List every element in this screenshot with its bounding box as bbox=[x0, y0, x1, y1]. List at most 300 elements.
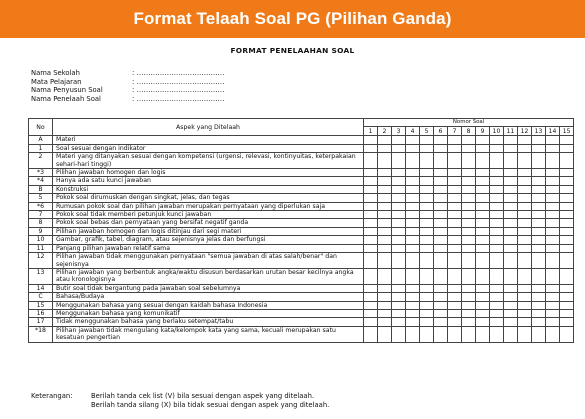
check-cell[interactable] bbox=[560, 236, 574, 244]
check-cell[interactable] bbox=[406, 169, 420, 177]
check-cell[interactable] bbox=[560, 177, 574, 185]
check-cell[interactable] bbox=[420, 284, 434, 292]
check-cell[interactable] bbox=[406, 309, 420, 317]
check-cell[interactable] bbox=[378, 244, 392, 252]
check-cell[interactable] bbox=[364, 318, 378, 326]
check-cell[interactable] bbox=[420, 194, 434, 202]
check-cell[interactable] bbox=[462, 244, 476, 252]
check-cell[interactable] bbox=[406, 253, 420, 269]
check-cell[interactable] bbox=[392, 202, 406, 210]
check-cell[interactable] bbox=[434, 153, 448, 169]
soal-number-header: 7 bbox=[448, 127, 462, 136]
check-cell[interactable] bbox=[378, 211, 392, 219]
check-cell[interactable] bbox=[392, 177, 406, 185]
check-cell[interactable] bbox=[448, 268, 462, 284]
check-cell[interactable] bbox=[518, 284, 532, 292]
check-cell[interactable] bbox=[392, 153, 406, 169]
check-cell[interactable] bbox=[434, 169, 448, 177]
check-cell[interactable] bbox=[490, 227, 504, 235]
check-cell[interactable] bbox=[364, 268, 378, 284]
check-cell[interactable] bbox=[504, 309, 518, 317]
check-cell[interactable] bbox=[532, 301, 546, 309]
check-cell[interactable] bbox=[546, 202, 560, 210]
check-cell[interactable] bbox=[490, 144, 504, 152]
check-cell[interactable] bbox=[406, 301, 420, 309]
check-cell[interactable] bbox=[518, 144, 532, 152]
check-cell[interactable] bbox=[490, 318, 504, 326]
check-cell[interactable] bbox=[532, 253, 546, 269]
check-cell[interactable] bbox=[560, 194, 574, 202]
check-cell[interactable] bbox=[462, 144, 476, 152]
check-cell[interactable] bbox=[392, 326, 406, 342]
check-cell[interactable] bbox=[490, 202, 504, 210]
check-cell[interactable] bbox=[490, 268, 504, 284]
check-cell[interactable] bbox=[392, 244, 406, 252]
check-cell[interactable] bbox=[448, 318, 462, 326]
check-cell[interactable] bbox=[406, 153, 420, 169]
check-cell[interactable] bbox=[546, 211, 560, 219]
check-cell[interactable] bbox=[406, 318, 420, 326]
check-cell[interactable] bbox=[364, 177, 378, 185]
check-cell[interactable] bbox=[504, 268, 518, 284]
check-cell[interactable] bbox=[504, 219, 518, 227]
check-cell[interactable] bbox=[560, 268, 574, 284]
check-cell[interactable] bbox=[518, 301, 532, 309]
check-cell[interactable] bbox=[546, 177, 560, 185]
check-cell[interactable] bbox=[434, 301, 448, 309]
check-cell[interactable] bbox=[378, 301, 392, 309]
check-cell[interactable] bbox=[392, 318, 406, 326]
check-cell[interactable] bbox=[448, 153, 462, 169]
check-cell[interactable] bbox=[504, 227, 518, 235]
check-cell[interactable] bbox=[490, 194, 504, 202]
check-cell[interactable] bbox=[364, 219, 378, 227]
check-cell[interactable] bbox=[476, 144, 490, 152]
check-cell[interactable] bbox=[476, 236, 490, 244]
check-cell[interactable] bbox=[406, 144, 420, 152]
check-cell bbox=[490, 185, 504, 193]
check-cell[interactable] bbox=[448, 169, 462, 177]
check-cell[interactable] bbox=[476, 169, 490, 177]
check-cell[interactable] bbox=[560, 318, 574, 326]
check-cell[interactable] bbox=[518, 219, 532, 227]
check-cell[interactable] bbox=[476, 211, 490, 219]
check-cell[interactable] bbox=[518, 227, 532, 235]
aspect-text: Pilihan jawaban homogen dan logis ditinjau dari segi materi bbox=[53, 227, 364, 235]
check-cell[interactable] bbox=[518, 318, 532, 326]
check-cell[interactable] bbox=[462, 227, 476, 235]
check-cell[interactable] bbox=[392, 194, 406, 202]
check-cell[interactable] bbox=[476, 202, 490, 210]
header-nomor-soal: Nomor Soal bbox=[364, 119, 574, 127]
check-cell[interactable] bbox=[476, 177, 490, 185]
check-cell[interactable] bbox=[448, 219, 462, 227]
check-cell[interactable] bbox=[378, 169, 392, 177]
check-cell[interactable] bbox=[378, 284, 392, 292]
check-cell[interactable] bbox=[462, 219, 476, 227]
row-number: 1 bbox=[29, 144, 53, 152]
check-cell[interactable] bbox=[490, 236, 504, 244]
check-cell bbox=[504, 136, 518, 144]
check-cell[interactable] bbox=[560, 153, 574, 169]
check-cell[interactable] bbox=[420, 177, 434, 185]
check-cell[interactable] bbox=[490, 253, 504, 269]
check-cell[interactable] bbox=[532, 211, 546, 219]
check-cell[interactable] bbox=[420, 326, 434, 342]
table-row bbox=[29, 309, 574, 317]
check-cell[interactable] bbox=[448, 301, 462, 309]
check-cell[interactable] bbox=[364, 153, 378, 169]
check-cell[interactable] bbox=[378, 253, 392, 269]
check-cell[interactable] bbox=[546, 326, 560, 342]
check-cell[interactable] bbox=[532, 284, 546, 292]
check-cell[interactable] bbox=[420, 244, 434, 252]
check-cell bbox=[462, 136, 476, 144]
check-cell[interactable] bbox=[448, 144, 462, 152]
check-cell bbox=[518, 185, 532, 193]
check-cell[interactable] bbox=[532, 326, 546, 342]
check-cell[interactable] bbox=[462, 301, 476, 309]
check-cell[interactable] bbox=[434, 211, 448, 219]
check-cell[interactable] bbox=[560, 244, 574, 252]
check-cell[interactable] bbox=[546, 169, 560, 177]
check-cell[interactable] bbox=[420, 153, 434, 169]
check-cell[interactable] bbox=[406, 177, 420, 185]
check-cell[interactable] bbox=[532, 219, 546, 227]
check-cell[interactable] bbox=[518, 177, 532, 185]
check-cell[interactable] bbox=[462, 202, 476, 210]
check-cell[interactable] bbox=[546, 144, 560, 152]
check-cell[interactable] bbox=[462, 153, 476, 169]
check-cell[interactable] bbox=[504, 202, 518, 210]
check-cell[interactable] bbox=[364, 144, 378, 152]
check-cell[interactable] bbox=[504, 244, 518, 252]
check-cell[interactable] bbox=[518, 211, 532, 219]
check-cell[interactable] bbox=[546, 301, 560, 309]
check-cell[interactable] bbox=[560, 202, 574, 210]
check-cell[interactable] bbox=[420, 301, 434, 309]
check-cell[interactable] bbox=[448, 253, 462, 269]
check-cell[interactable] bbox=[560, 211, 574, 219]
check-cell[interactable] bbox=[378, 153, 392, 169]
check-cell[interactable] bbox=[434, 144, 448, 152]
check-cell[interactable] bbox=[364, 309, 378, 317]
check-cell[interactable] bbox=[462, 253, 476, 269]
check-cell[interactable] bbox=[504, 318, 518, 326]
check-cell[interactable] bbox=[392, 236, 406, 244]
check-cell[interactable] bbox=[532, 236, 546, 244]
check-cell[interactable] bbox=[504, 253, 518, 269]
check-cell[interactable] bbox=[476, 244, 490, 252]
banner bbox=[0, 0, 585, 38]
check-cell[interactable] bbox=[462, 284, 476, 292]
check-cell[interactable] bbox=[406, 268, 420, 284]
check-cell[interactable] bbox=[560, 301, 574, 309]
check-cell[interactable] bbox=[378, 268, 392, 284]
check-cell[interactable] bbox=[546, 318, 560, 326]
row-number: 11 bbox=[29, 244, 53, 252]
check-cell[interactable] bbox=[518, 268, 532, 284]
check-cell[interactable] bbox=[462, 169, 476, 177]
check-cell[interactable] bbox=[448, 211, 462, 219]
check-cell[interactable] bbox=[532, 202, 546, 210]
check-cell[interactable] bbox=[504, 211, 518, 219]
check-cell[interactable] bbox=[490, 309, 504, 317]
check-cell[interactable] bbox=[378, 219, 392, 227]
check-cell[interactable] bbox=[532, 268, 546, 284]
check-cell[interactable] bbox=[560, 326, 574, 342]
check-cell[interactable] bbox=[532, 194, 546, 202]
check-cell[interactable] bbox=[378, 236, 392, 244]
check-cell[interactable] bbox=[490, 301, 504, 309]
check-cell[interactable] bbox=[462, 211, 476, 219]
check-cell[interactable] bbox=[392, 268, 406, 284]
check-cell[interactable] bbox=[406, 219, 420, 227]
check-cell[interactable] bbox=[364, 284, 378, 292]
table-row bbox=[29, 169, 574, 177]
check-cell[interactable] bbox=[476, 227, 490, 235]
check-cell[interactable] bbox=[546, 153, 560, 169]
check-cell[interactable] bbox=[462, 268, 476, 284]
check-cell[interactable] bbox=[490, 153, 504, 169]
table-row bbox=[29, 284, 574, 292]
check-cell[interactable] bbox=[476, 301, 490, 309]
check-cell[interactable] bbox=[532, 244, 546, 252]
check-cell[interactable] bbox=[462, 177, 476, 185]
section-row bbox=[29, 185, 574, 193]
check-cell[interactable] bbox=[420, 236, 434, 244]
check-cell[interactable] bbox=[546, 227, 560, 235]
banner-title: Format Telaah Soal PG (Pilihan Ganda) bbox=[133, 9, 452, 28]
check-cell[interactable] bbox=[420, 211, 434, 219]
check-cell[interactable] bbox=[546, 309, 560, 317]
check-cell[interactable] bbox=[490, 177, 504, 185]
check-cell[interactable] bbox=[532, 309, 546, 317]
aspect-text: Hanya ada satu kunci jawaban bbox=[53, 177, 364, 185]
check-cell bbox=[532, 185, 546, 193]
check-cell[interactable] bbox=[378, 144, 392, 152]
check-cell[interactable] bbox=[560, 219, 574, 227]
check-cell[interactable] bbox=[448, 326, 462, 342]
check-cell[interactable] bbox=[364, 211, 378, 219]
check-cell[interactable] bbox=[364, 194, 378, 202]
soal-number-header: 13 bbox=[532, 127, 546, 136]
check-cell[interactable] bbox=[434, 177, 448, 185]
check-cell[interactable] bbox=[392, 301, 406, 309]
check-cell[interactable] bbox=[504, 177, 518, 185]
check-cell[interactable] bbox=[420, 227, 434, 235]
check-cell[interactable] bbox=[378, 202, 392, 210]
aspect-text: Menggunakan bahasa yang sesuai dengan kaidah bahasa Indonesia bbox=[53, 301, 364, 309]
check-cell[interactable] bbox=[518, 153, 532, 169]
check-cell[interactable] bbox=[434, 202, 448, 210]
check-cell[interactable] bbox=[490, 326, 504, 342]
check-cell[interactable] bbox=[476, 153, 490, 169]
check-cell[interactable] bbox=[504, 326, 518, 342]
row-number: 5 bbox=[29, 194, 53, 202]
check-cell[interactable] bbox=[490, 211, 504, 219]
check-cell[interactable] bbox=[434, 194, 448, 202]
check-cell[interactable] bbox=[392, 253, 406, 269]
check-cell[interactable] bbox=[518, 326, 532, 342]
check-cell[interactable] bbox=[434, 227, 448, 235]
check-cell[interactable] bbox=[448, 284, 462, 292]
check-cell[interactable] bbox=[378, 227, 392, 235]
check-cell[interactable] bbox=[546, 253, 560, 269]
check-cell[interactable] bbox=[476, 284, 490, 292]
check-cell[interactable] bbox=[392, 144, 406, 152]
check-cell[interactable] bbox=[434, 284, 448, 292]
identity-label: Nama Penyusun Soal bbox=[31, 86, 103, 95]
check-cell[interactable] bbox=[378, 194, 392, 202]
check-cell[interactable] bbox=[476, 309, 490, 317]
check-cell[interactable] bbox=[476, 318, 490, 326]
check-cell[interactable] bbox=[462, 309, 476, 317]
check-cell[interactable] bbox=[420, 219, 434, 227]
check-cell[interactable] bbox=[406, 227, 420, 235]
check-cell[interactable] bbox=[406, 284, 420, 292]
check-cell[interactable] bbox=[532, 153, 546, 169]
check-cell[interactable] bbox=[364, 326, 378, 342]
check-cell[interactable] bbox=[406, 211, 420, 219]
check-cell[interactable] bbox=[392, 227, 406, 235]
check-cell[interactable] bbox=[560, 284, 574, 292]
check-cell[interactable] bbox=[546, 236, 560, 244]
check-cell[interactable] bbox=[434, 219, 448, 227]
check-cell[interactable] bbox=[406, 202, 420, 210]
check-cell[interactable] bbox=[518, 194, 532, 202]
check-cell[interactable] bbox=[364, 253, 378, 269]
check-cell[interactable] bbox=[476, 194, 490, 202]
check-cell[interactable] bbox=[518, 236, 532, 244]
check-cell[interactable] bbox=[476, 219, 490, 227]
row-number: 2 bbox=[29, 153, 53, 169]
check-cell[interactable] bbox=[504, 194, 518, 202]
check-cell[interactable] bbox=[434, 326, 448, 342]
aspect-text: Pilihan jawaban homogen dan logis bbox=[53, 169, 364, 177]
check-cell[interactable] bbox=[420, 202, 434, 210]
check-cell[interactable] bbox=[504, 284, 518, 292]
check-cell[interactable] bbox=[448, 309, 462, 317]
check-cell[interactable] bbox=[448, 177, 462, 185]
check-cell[interactable] bbox=[504, 169, 518, 177]
check-cell bbox=[378, 136, 392, 144]
check-cell[interactable] bbox=[420, 253, 434, 269]
row-number: 8 bbox=[29, 219, 53, 227]
check-cell[interactable] bbox=[378, 326, 392, 342]
check-cell[interactable] bbox=[364, 169, 378, 177]
check-cell[interactable] bbox=[392, 219, 406, 227]
check-cell[interactable] bbox=[560, 309, 574, 317]
check-cell[interactable] bbox=[490, 219, 504, 227]
check-cell[interactable] bbox=[406, 244, 420, 252]
check-cell[interactable] bbox=[532, 318, 546, 326]
check-cell[interactable] bbox=[532, 169, 546, 177]
table-row bbox=[29, 236, 574, 244]
check-cell[interactable] bbox=[546, 244, 560, 252]
check-cell[interactable] bbox=[420, 268, 434, 284]
check-cell[interactable] bbox=[560, 227, 574, 235]
check-cell[interactable] bbox=[434, 309, 448, 317]
check-cell[interactable] bbox=[546, 194, 560, 202]
check-cell[interactable] bbox=[364, 227, 378, 235]
check-cell[interactable] bbox=[476, 268, 490, 284]
check-cell[interactable] bbox=[434, 268, 448, 284]
check-cell[interactable] bbox=[364, 244, 378, 252]
check-cell[interactable] bbox=[420, 309, 434, 317]
soal-number-header: 6 bbox=[434, 127, 448, 136]
check-cell[interactable] bbox=[406, 326, 420, 342]
check-cell[interactable] bbox=[434, 253, 448, 269]
check-cell[interactable] bbox=[462, 326, 476, 342]
check-cell[interactable] bbox=[546, 284, 560, 292]
check-cell[interactable] bbox=[504, 236, 518, 244]
check-cell[interactable] bbox=[462, 318, 476, 326]
check-cell[interactable] bbox=[504, 301, 518, 309]
check-cell[interactable] bbox=[560, 144, 574, 152]
check-cell[interactable] bbox=[448, 227, 462, 235]
check-cell[interactable] bbox=[518, 253, 532, 269]
check-cell[interactable] bbox=[518, 309, 532, 317]
check-cell[interactable] bbox=[532, 177, 546, 185]
check-cell[interactable] bbox=[476, 253, 490, 269]
check-cell[interactable] bbox=[420, 169, 434, 177]
check-cell[interactable] bbox=[518, 202, 532, 210]
check-cell[interactable] bbox=[420, 318, 434, 326]
check-cell[interactable] bbox=[476, 326, 490, 342]
check-cell[interactable] bbox=[448, 194, 462, 202]
check-cell[interactable] bbox=[546, 268, 560, 284]
check-cell[interactable] bbox=[518, 169, 532, 177]
check-cell[interactable] bbox=[392, 169, 406, 177]
check-cell[interactable] bbox=[406, 236, 420, 244]
check-cell[interactable] bbox=[434, 236, 448, 244]
check-cell[interactable] bbox=[490, 244, 504, 252]
check-cell[interactable] bbox=[448, 244, 462, 252]
check-cell[interactable] bbox=[378, 309, 392, 317]
check-cell[interactable] bbox=[462, 194, 476, 202]
check-cell[interactable] bbox=[378, 318, 392, 326]
check-cell[interactable] bbox=[490, 284, 504, 292]
table-row bbox=[29, 301, 574, 309]
check-cell[interactable] bbox=[364, 236, 378, 244]
check-cell[interactable] bbox=[532, 144, 546, 152]
check-cell[interactable] bbox=[448, 236, 462, 244]
check-cell[interactable] bbox=[518, 244, 532, 252]
check-cell[interactable] bbox=[392, 284, 406, 292]
check-cell bbox=[476, 136, 490, 144]
check-cell[interactable] bbox=[462, 236, 476, 244]
check-cell[interactable] bbox=[364, 202, 378, 210]
header-no: No bbox=[29, 119, 53, 136]
check-cell[interactable] bbox=[560, 169, 574, 177]
check-cell[interactable] bbox=[504, 153, 518, 169]
check-cell[interactable] bbox=[420, 144, 434, 152]
check-cell[interactable] bbox=[448, 202, 462, 210]
check-cell[interactable] bbox=[546, 219, 560, 227]
check-cell[interactable] bbox=[392, 211, 406, 219]
check-cell[interactable] bbox=[378, 177, 392, 185]
check-cell[interactable] bbox=[364, 301, 378, 309]
check-cell[interactable] bbox=[434, 244, 448, 252]
check-cell[interactable] bbox=[532, 227, 546, 235]
check-cell[interactable] bbox=[406, 194, 420, 202]
check-cell[interactable] bbox=[560, 253, 574, 269]
check-cell[interactable] bbox=[434, 318, 448, 326]
check-cell[interactable] bbox=[504, 144, 518, 152]
check-cell[interactable] bbox=[392, 309, 406, 317]
check-cell[interactable] bbox=[490, 169, 504, 177]
